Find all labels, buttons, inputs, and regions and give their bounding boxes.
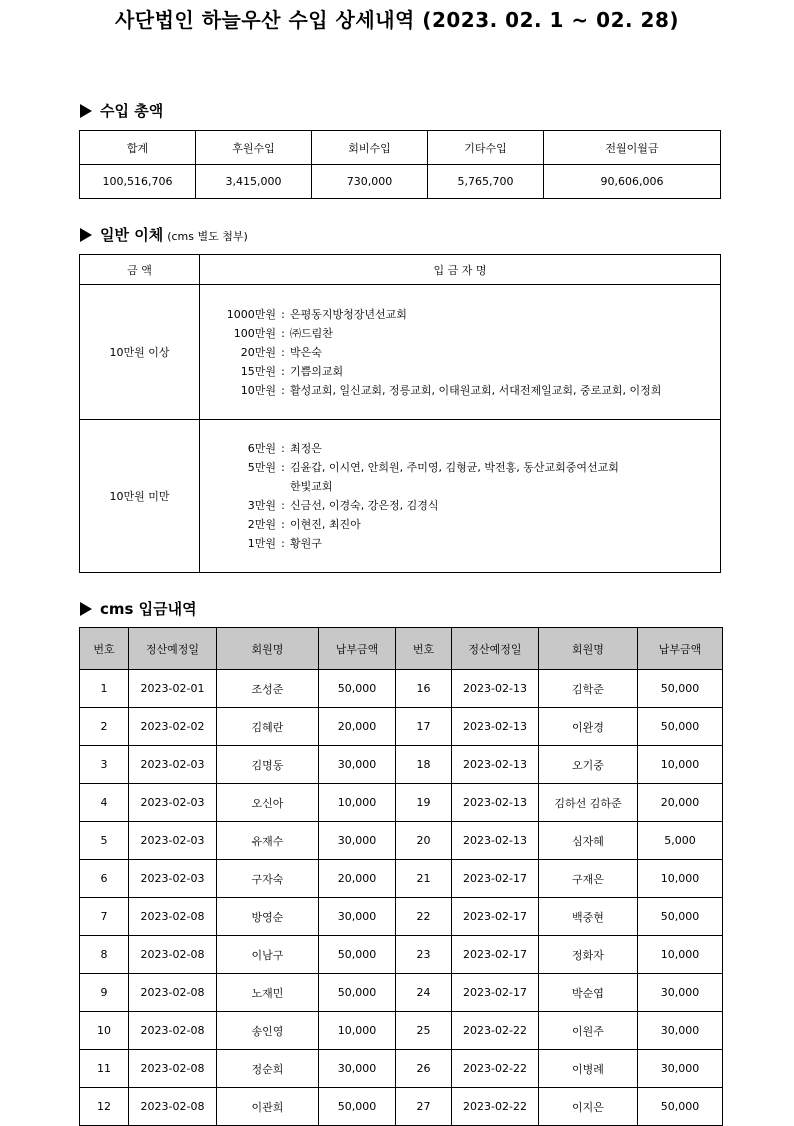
donor-list [200, 439, 720, 553]
member-name-cell: 이지은 [539, 1088, 638, 1126]
payment-amount-cell: 10,000 [638, 936, 723, 974]
donor-names: 신금선, 이경숙, 강은정, 김경식 [290, 499, 439, 512]
payment-amount-cell: 30,000 [319, 898, 396, 936]
settlement-date-cell: 2023-02-08 [129, 1050, 217, 1088]
member-name-cell: 김하선 김하준 [539, 784, 638, 822]
table-row [80, 898, 723, 936]
summary-header-cell: 기타수입 [428, 131, 544, 165]
section-heading-cms [80, 598, 197, 619]
member-name-cell: 방영순 [217, 898, 319, 936]
donor-names: 김윤갑, 이시연, 안희원, 주미영, 김형균, 박전홍, 동산교회중여선교회 [290, 461, 619, 474]
transfer-header-names: 입 금 자 명 [200, 255, 721, 285]
payment-amount-cell: 50,000 [319, 670, 396, 708]
colon-separator: : [281, 326, 285, 340]
row-number-cell: 18 [396, 746, 452, 784]
colon-separator: : [281, 442, 285, 455]
summary-value-total: 100,516,706 [80, 165, 196, 199]
member-name-cell: 노재민 [217, 974, 319, 1012]
settlement-date-cell: 2023-02-17 [452, 974, 539, 1012]
settlement-date-cell: 2023-02-01 [129, 670, 217, 708]
transfer-donor-cell [200, 420, 721, 573]
payment-amount-cell: 50,000 [319, 974, 396, 1012]
summary-value-donation: 3,415,000 [196, 165, 312, 199]
member-name-cell: 심자혜 [539, 822, 638, 860]
donor-names: 최정은 [290, 442, 322, 455]
row-number-cell: 4 [80, 784, 129, 822]
colon-separator: : [281, 307, 285, 321]
row-number-cell: 25 [396, 1012, 452, 1050]
donor-amount: 6만원 [247, 442, 276, 455]
donor-amount: 5만원 [247, 461, 276, 474]
row-number-cell: 22 [396, 898, 452, 936]
colon-separator: : [281, 499, 285, 512]
transfer-category: 10만원 미만 [80, 420, 200, 573]
member-name-cell: 박순엽 [539, 974, 638, 1012]
payment-amount-cell: 10,000 [638, 860, 723, 898]
payment-amount-cell: 30,000 [638, 1050, 723, 1088]
colon-separator: : [281, 461, 285, 474]
donor-names: 활성교회, 일신교회, 정릉교회, 이태원교회, 서대전제일교회, 중로교회, 이정희 [290, 383, 662, 397]
donor-amount: 10만원 [240, 383, 276, 397]
member-name-cell: 오신아 [217, 784, 319, 822]
payment-amount-cell: 30,000 [319, 1050, 396, 1088]
summary-value-other: 5,765,700 [428, 165, 544, 199]
donor-amount: 1만원 [247, 537, 276, 550]
member-name-cell: 김혜란 [217, 708, 319, 746]
colon-separator: : [281, 518, 285, 531]
section-heading-transfer [80, 224, 248, 245]
donor-line [218, 324, 720, 343]
settlement-date-cell: 2023-02-13 [452, 670, 539, 708]
payment-amount-cell: 30,000 [638, 974, 723, 1012]
donor-amount: 15만원 [240, 364, 276, 378]
donor-names: 은평동지방청장년선교회 [290, 307, 407, 321]
table-row [80, 708, 723, 746]
payment-amount-cell: 20,000 [319, 860, 396, 898]
donor-line [218, 305, 720, 324]
row-number-cell: 24 [396, 974, 452, 1012]
payment-amount-cell: 50,000 [319, 1088, 396, 1126]
summary-value-membership: 730,000 [312, 165, 428, 199]
settlement-date-cell: 2023-02-13 [452, 746, 539, 784]
donor-amount: 20만원 [240, 345, 276, 359]
donor-amount: 1000만원 [226, 307, 276, 321]
member-name-cell: 이원주 [539, 1012, 638, 1050]
settlement-date-cell: 2023-02-08 [129, 1088, 217, 1126]
donor-amount: 2만원 [247, 518, 276, 531]
payment-amount-cell: 5,000 [638, 822, 723, 860]
cms-header-cell: 번호 [80, 628, 129, 670]
member-name-cell: 이남구 [217, 936, 319, 974]
colon-separator: : [281, 345, 285, 359]
donor-line [218, 343, 720, 362]
member-name-cell: 이완경 [539, 708, 638, 746]
donor-line [218, 458, 720, 477]
table-row [80, 974, 723, 1012]
summary-header-cell: 합계 [80, 131, 196, 165]
row-number-cell: 10 [80, 1012, 129, 1050]
row-number-cell: 20 [396, 822, 452, 860]
table-row [80, 784, 723, 822]
row-number-cell: 11 [80, 1050, 129, 1088]
donor-line [218, 515, 720, 534]
donor-line [218, 496, 720, 515]
settlement-date-cell: 2023-02-13 [452, 822, 539, 860]
table-row [80, 746, 723, 784]
payment-amount-cell: 50,000 [638, 708, 723, 746]
settlement-date-cell: 2023-02-03 [129, 784, 217, 822]
summary-value-carryover: 90,606,006 [544, 165, 721, 199]
payment-amount-cell: 30,000 [319, 822, 396, 860]
transfer-heading-note: (cms 별도 첨부) [167, 230, 248, 243]
transfer-group-row [80, 420, 721, 573]
member-name-cell: 정순희 [217, 1050, 319, 1088]
row-number-cell: 1 [80, 670, 129, 708]
settlement-date-cell: 2023-02-08 [129, 936, 217, 974]
colon-separator: : [281, 364, 285, 378]
cms-heading-text: cms 입금내역 [100, 600, 197, 618]
payment-amount-cell: 50,000 [638, 898, 723, 936]
member-name-cell: 백중현 [539, 898, 638, 936]
cms-deposit-table [79, 627, 723, 1126]
payment-amount-cell: 10,000 [638, 746, 723, 784]
settlement-date-cell: 2023-02-08 [129, 1012, 217, 1050]
donor-amount: 3만원 [247, 499, 276, 512]
row-number-cell: 2 [80, 708, 129, 746]
cms-header-cell: 번호 [396, 628, 452, 670]
settlement-date-cell: 2023-02-22 [452, 1050, 539, 1088]
row-number-cell: 19 [396, 784, 452, 822]
row-number-cell: 12 [80, 1088, 129, 1126]
payment-amount-cell: 20,000 [638, 784, 723, 822]
cms-header-cell: 회원명 [217, 628, 319, 670]
table-row [80, 1088, 723, 1126]
row-number-cell: 9 [80, 974, 129, 1012]
payment-amount-cell: 30,000 [319, 746, 396, 784]
row-number-cell: 7 [80, 898, 129, 936]
summary-value-row [80, 165, 721, 199]
transfer-donor-cell [200, 285, 721, 420]
row-number-cell: 21 [396, 860, 452, 898]
row-number-cell: 23 [396, 936, 452, 974]
donor-line [218, 381, 720, 400]
donor-list [200, 305, 720, 400]
member-name-cell: 오기중 [539, 746, 638, 784]
triangle-bullet-icon [80, 228, 92, 242]
cms-header-cell: 정산예정일 [129, 628, 217, 670]
settlement-date-cell: 2023-02-22 [452, 1012, 539, 1050]
member-name-cell: 구자숙 [217, 860, 319, 898]
settlement-date-cell: 2023-02-03 [129, 822, 217, 860]
transfer-header-amount: 금 액 [80, 255, 200, 285]
payment-amount-cell: 50,000 [319, 936, 396, 974]
row-number-cell: 27 [396, 1088, 452, 1126]
transfer-group-row [80, 285, 721, 420]
settlement-date-cell: 2023-02-08 [129, 974, 217, 1012]
row-number-cell: 5 [80, 822, 129, 860]
triangle-bullet-icon [80, 602, 92, 616]
donor-names: 기쁨의교회 [290, 364, 344, 378]
table-row [80, 822, 723, 860]
payment-amount-cell: 10,000 [319, 784, 396, 822]
payment-amount-cell: 30,000 [638, 1012, 723, 1050]
transfer-heading-text: 일반 이체 [100, 226, 164, 244]
member-name-cell: 조성준 [217, 670, 319, 708]
payment-amount-cell: 10,000 [319, 1012, 396, 1050]
colon-separator: : [281, 537, 285, 550]
summary-header-row [80, 131, 721, 165]
settlement-date-cell: 2023-02-13 [452, 784, 539, 822]
cms-header-cell: 납부금액 [638, 628, 723, 670]
member-name-cell: 이병례 [539, 1050, 638, 1088]
cms-header-cell: 납부금액 [319, 628, 396, 670]
triangle-bullet-icon [80, 104, 92, 118]
cms-header-cell: 정산예정일 [452, 628, 539, 670]
donor-names: ㈜드림찬 [290, 326, 333, 340]
donor-names: 황원구 [290, 537, 322, 550]
transfer-category: 10만원 이상 [80, 285, 200, 420]
table-row [80, 860, 723, 898]
cms-header-row [80, 628, 723, 670]
row-number-cell: 16 [396, 670, 452, 708]
payment-amount-cell: 20,000 [319, 708, 396, 746]
payment-amount-cell: 50,000 [638, 1088, 723, 1126]
settlement-date-cell: 2023-02-17 [452, 898, 539, 936]
member-name-cell: 김명동 [217, 746, 319, 784]
table-row [80, 1012, 723, 1050]
member-name-cell: 이관희 [217, 1088, 319, 1126]
settlement-date-cell: 2023-02-03 [129, 860, 217, 898]
row-number-cell: 26 [396, 1050, 452, 1088]
page-title: 사단법인 하늘우산 수입 상세내역 (2023. 02. 1 ~ 02. 28) [114, 8, 680, 32]
settlement-date-cell: 2023-02-17 [452, 936, 539, 974]
summary-header-cell: 회비수입 [312, 131, 428, 165]
summary-header-cell: 전월이월금 [544, 131, 721, 165]
donor-line [218, 534, 720, 553]
settlement-date-cell: 2023-02-02 [129, 708, 217, 746]
summary-heading-text: 수입 총액 [100, 102, 164, 120]
payment-amount-cell: 50,000 [638, 670, 723, 708]
donor-names: 이현진, 최진아 [290, 518, 361, 531]
donor-line-continuation: 한빛교회 [290, 480, 333, 493]
table-row [80, 936, 723, 974]
settlement-date-cell: 2023-02-13 [452, 708, 539, 746]
row-number-cell: 8 [80, 936, 129, 974]
transfer-header-row [80, 255, 721, 285]
donor-names: 박은숙 [290, 345, 322, 359]
colon-separator: : [281, 383, 285, 397]
settlement-date-cell: 2023-02-03 [129, 746, 217, 784]
donor-line [218, 362, 720, 381]
member-name-cell: 구재은 [539, 860, 638, 898]
settlement-date-cell: 2023-02-08 [129, 898, 217, 936]
section-heading-summary [80, 100, 163, 121]
cms-header-cell: 회원명 [539, 628, 638, 670]
settlement-date-cell: 2023-02-22 [452, 1088, 539, 1126]
row-number-cell: 6 [80, 860, 129, 898]
summary-header-cell: 후원수입 [196, 131, 312, 165]
donor-amount: 100만원 [233, 326, 276, 340]
row-number-cell: 3 [80, 746, 129, 784]
income-summary-table [79, 130, 721, 199]
settlement-date-cell: 2023-02-17 [452, 860, 539, 898]
general-transfer-table [79, 254, 721, 573]
table-row [80, 1050, 723, 1088]
member-name-cell: 유재수 [217, 822, 319, 860]
row-number-cell: 17 [396, 708, 452, 746]
member-name-cell: 김학준 [539, 670, 638, 708]
donor-line [218, 439, 720, 458]
member-name-cell: 송인영 [217, 1012, 319, 1050]
table-row [80, 670, 723, 708]
cms-body [80, 670, 723, 1126]
member-name-cell: 정화자 [539, 936, 638, 974]
